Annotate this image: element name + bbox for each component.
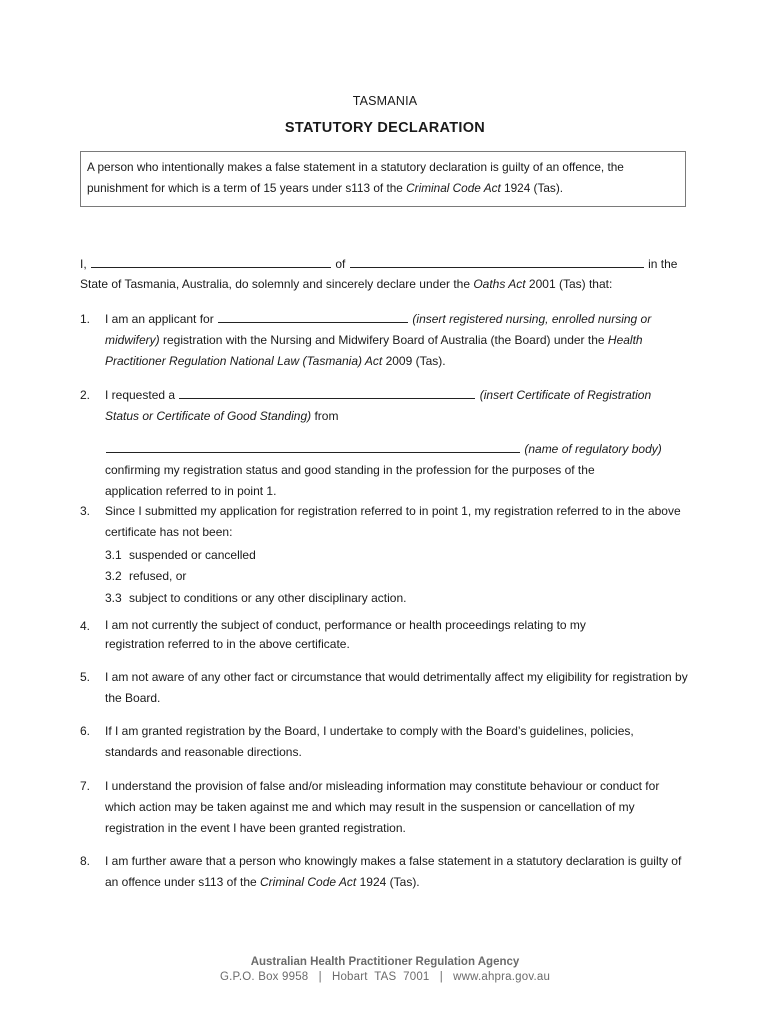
sub-item: 3.2 refused, or xyxy=(105,569,187,583)
item-number: 1. xyxy=(80,312,91,326)
item-number: 8. xyxy=(80,854,91,868)
item-1: I am an applicant for (insert registered nursing, enrolled nursing or midwifery) registration with the Nursing and Midwifery Board of Australia (the Board) under the Health Practitioner Regulation National Law (Tasmania) Act 2009 (Tas). xyxy=(105,312,652,368)
item-7: I understand the provision of false and/or misleading information may constitute behaviour or conduct for which action may be taken against me and which may result in the suspension or cancellation of my registration in the event I have been granted registration. xyxy=(105,779,660,835)
declarant-line: I, of in the xyxy=(80,257,678,271)
offence-warning-box: A person who intentionally makes a false statement in a statutory declaration is guilty of an offence, the punishment for which is a term of 15 years under s113 of the Criminal Code Act 1924 (Tas). xyxy=(80,151,686,207)
item-number: 6. xyxy=(80,724,91,738)
item-number: 5. xyxy=(80,670,91,684)
sub-item: 3.1 suspended or cancelled xyxy=(105,548,256,562)
agency-address: G.P.O. Box 9958 | Hobart TAS 7001 | www.ahpra.gov.au xyxy=(219,971,551,983)
item-number: 7. xyxy=(80,779,91,793)
agency-name: Australian Health Practitioner Regulation Agency xyxy=(250,956,520,968)
item-3: Since I submitted my application for registration referred to in point 1, my registration referred to in the above certificate has not been: xyxy=(105,504,681,539)
declarant-name-field[interactable] xyxy=(91,255,331,268)
page-title: STATUTORY DECLARATION xyxy=(284,120,486,136)
declarant-address-field[interactable] xyxy=(350,255,644,268)
item-number: 4. xyxy=(80,619,91,633)
item-number: 2. xyxy=(80,388,91,402)
sub-item: 3.3 subject to conditions or any other disciplinary action. xyxy=(105,591,407,605)
declaration-intro: State of Tasmania, Australia, do solemnly and sincerely declare under the Oaths Act 2001 (Tas) that: xyxy=(80,277,613,291)
item-2: I requested a (insert Certificate of Registration Status or Certificate of Good Standing) from xyxy=(105,388,652,423)
regulatory-body-field[interactable] xyxy=(106,440,520,453)
registration-type-field[interactable] xyxy=(218,310,408,323)
item-5: I am not aware of any other fact or circumstance that would detrimentally affect my eligibility for registration by the Board. xyxy=(105,670,688,705)
item-8: I am further aware that a person who knowingly makes a false statement in a statutory declaration is guilty of an offence under s113 of the Criminal Code Act 1924 (Tas). xyxy=(105,854,682,889)
item-6: If I am granted registration by the Board, I undertake to comply with the Board’s guidelines, policies, standards and reasonable directions. xyxy=(105,724,634,759)
item-number: 3. xyxy=(80,504,91,518)
state-heading: TASMANIA xyxy=(352,94,418,108)
item-4: I am not currently the subject of conduct, performance or health proceedings relating to my registration referred to in the above certificate. xyxy=(105,618,586,651)
item-2-continued: (name of regulatory body) confirming my registration status and good standing in the profession for the purposes of the application referred to in point 1. xyxy=(105,442,662,498)
certificate-type-field[interactable] xyxy=(179,386,475,399)
